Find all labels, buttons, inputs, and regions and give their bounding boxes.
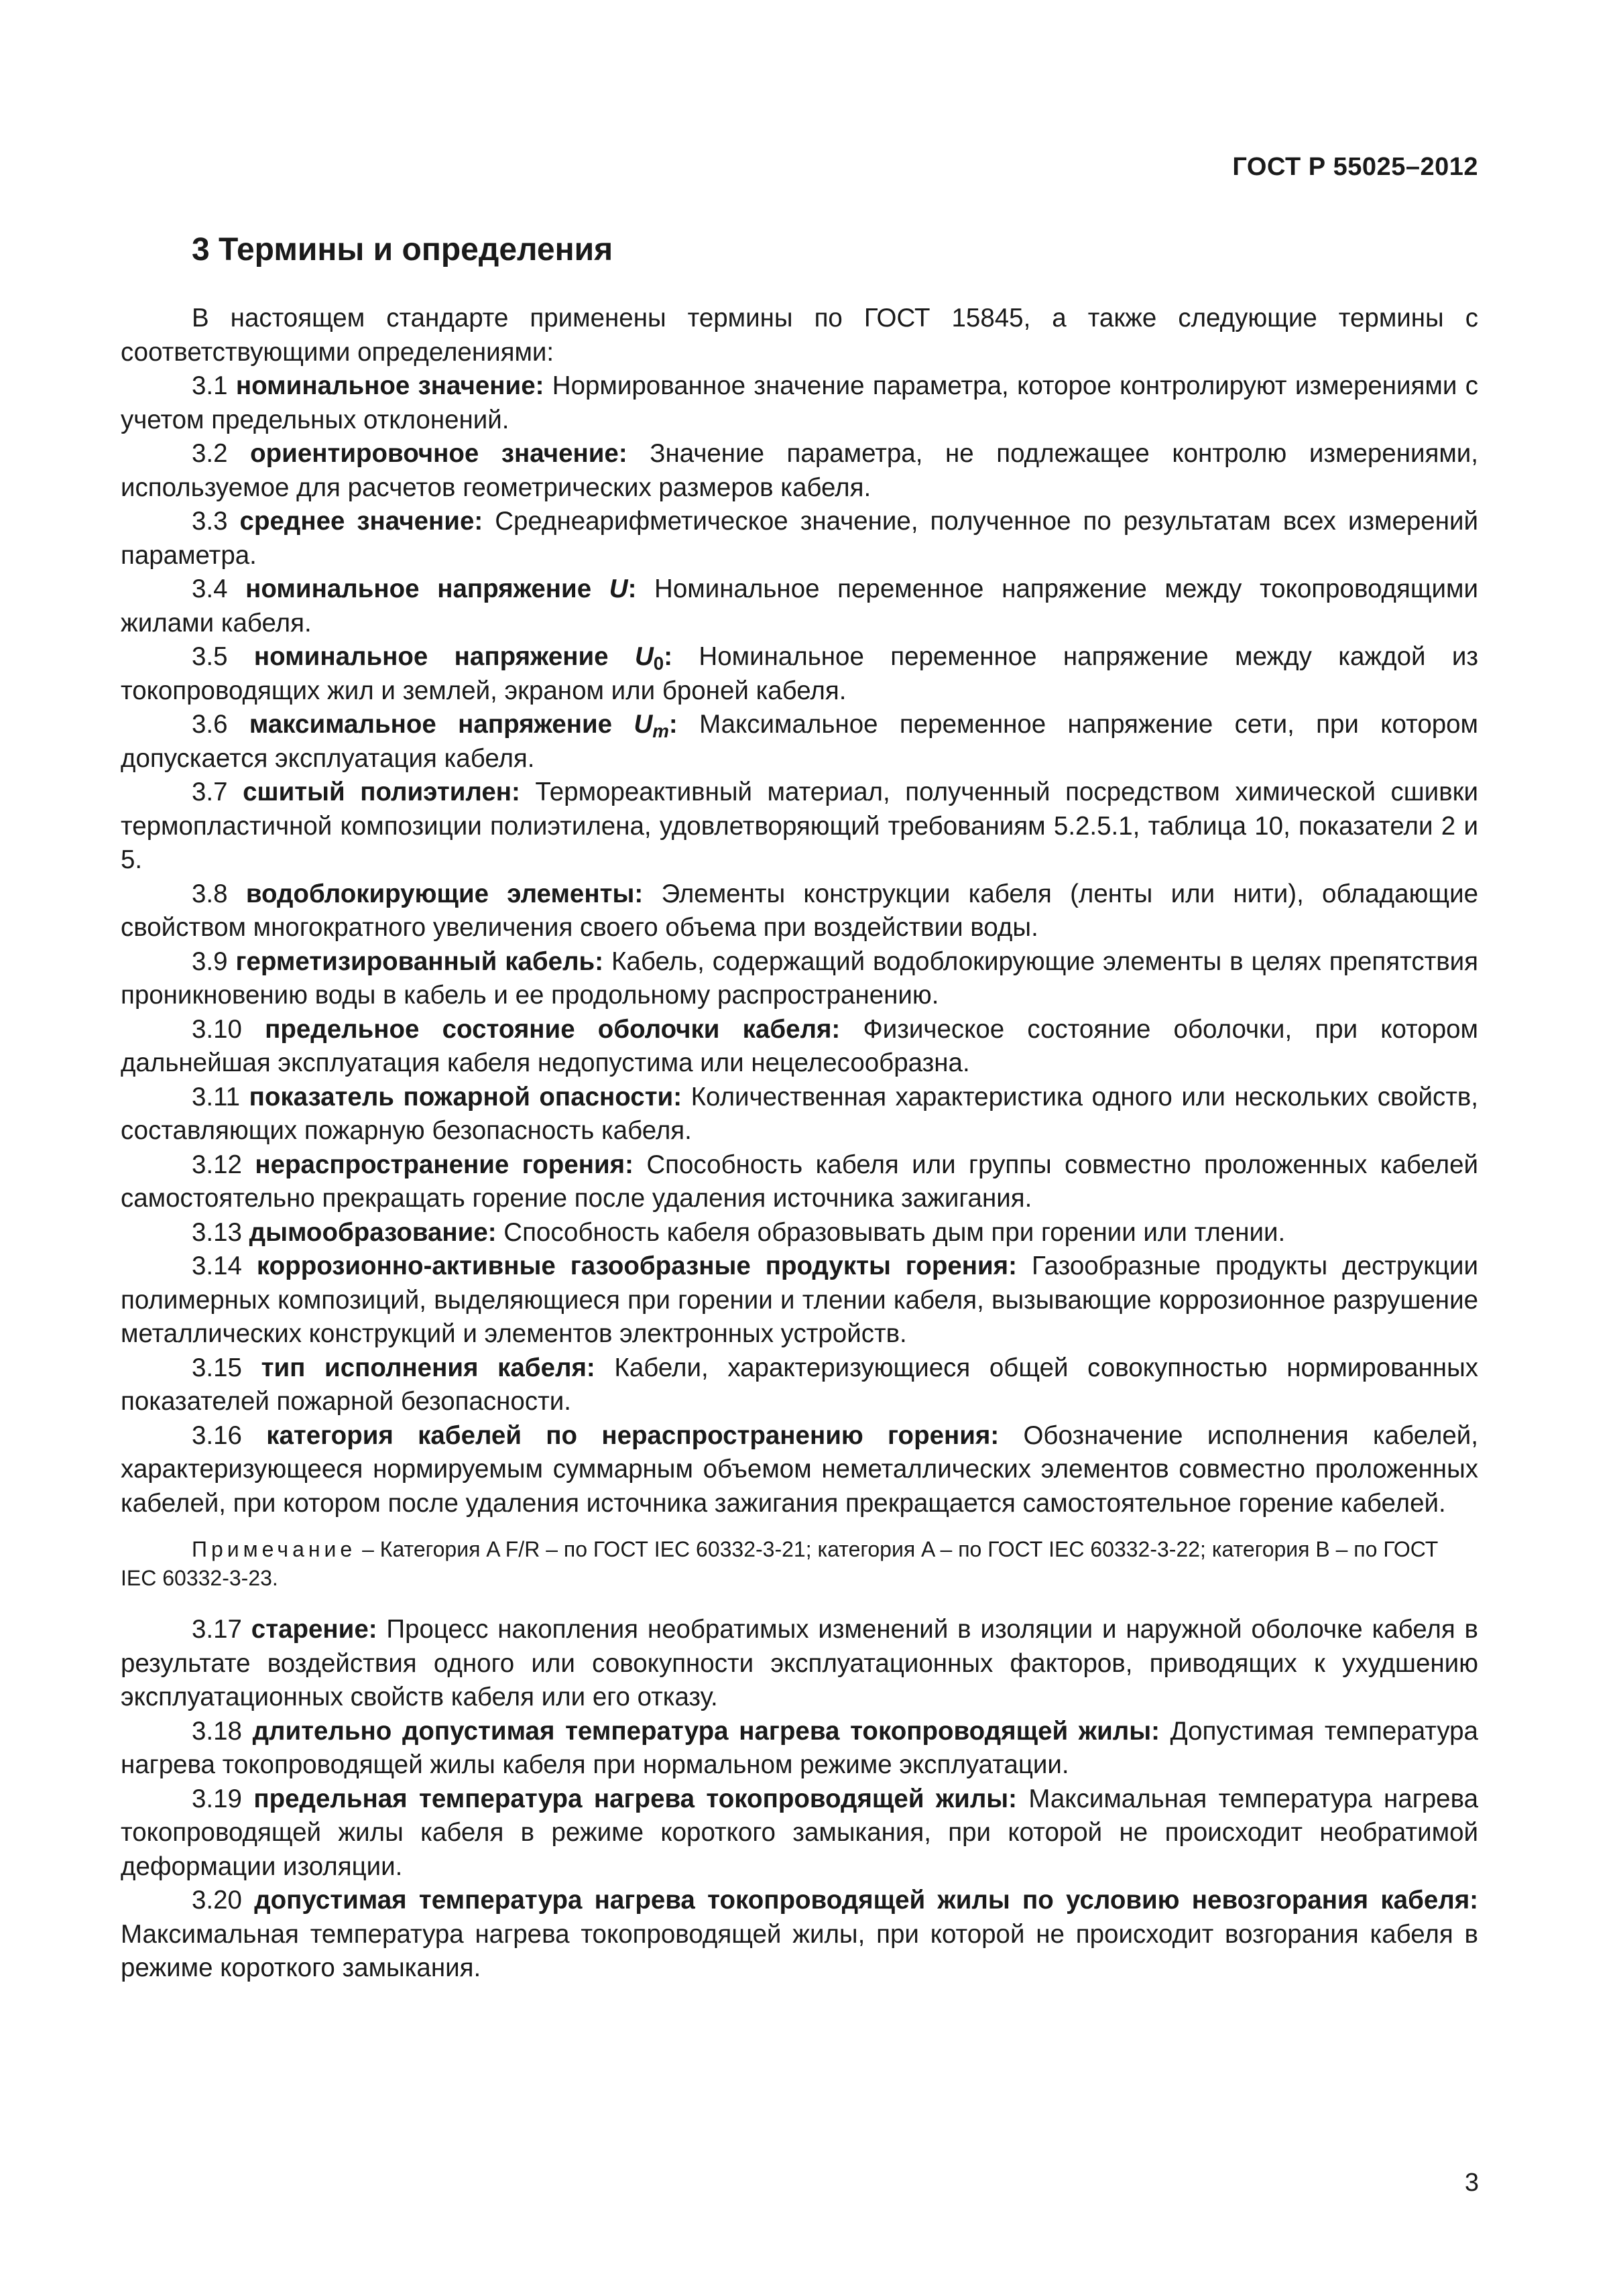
definition-item — [121, 1013, 1478, 1081]
definition-term-text: тип исполнения кабеля: — [261, 1353, 595, 1382]
voltage-subscript: 0 — [653, 652, 664, 674]
definition-term — [253, 1785, 1017, 1813]
definition-number: 3.9 — [192, 947, 228, 976]
definition-text: Максимальное переменное напряжение сети, при котором допускается эксплуатация кабеля. — [121, 710, 1479, 773]
definition-number: 3.10 — [192, 1014, 242, 1044]
definition-text: Номинальное переменное напряжение между токопроводящими жилами кабеля. — [121, 575, 1478, 638]
definition-text: Значение параметра, не подлежащее контролю измерениями, используемое для расчетов геометрических размеров кабеля. — [121, 439, 1479, 502]
definition-term-text: нераспространение горения: — [255, 1150, 634, 1179]
definition-number: 3.18 — [192, 1716, 242, 1746]
definition-text: Газообразные продукты деструкции полимерных композиций, выделяющиеся при горении и тлении кабеля, вызывающие коррозионное разрушение металлических конструкций и элементов электронных устройств. — [121, 1252, 1479, 1348]
definition-text: Кабели, характеризующиеся общей совокупностью нормированных показателей пожарной безопасности. — [121, 1353, 1478, 1416]
definition-number: 3.8 — [192, 879, 228, 908]
definitions-list — [121, 369, 1478, 1520]
definition-term — [243, 778, 520, 806]
definition-number: 3.3 — [192, 507, 228, 536]
definition-number: 3.13 — [192, 1217, 242, 1247]
definition-text: Термореактивный материал, полученный посредством химической сшивки термопластичной композиции полиэтилена, удовлетворяющий требованиям 5.2.5.1, таблица 10, показатели 2 и 5. — [121, 778, 1478, 874]
definition-text: Физическое состояние оболочки, при котором дальнейшая эксплуатация кабеля недопустима или нецелесообразна. — [121, 1014, 1479, 1077]
definition-term-text: номинальное напряжение — [245, 575, 592, 603]
definition-number: 3.6 — [192, 710, 228, 739]
definition-term — [254, 1886, 1478, 1915]
definition-term — [253, 642, 673, 674]
definition-term-text: максимальное напряжение — [249, 710, 613, 739]
definition-term-text: коррозионно-активные газообразные продукты горения: — [256, 1252, 1017, 1280]
definition-term-text: допустимая температура нагрева токопроводящей жилы по условию невозгорания кабеля: — [254, 1886, 1479, 1915]
definition-number: 3.20 — [192, 1886, 242, 1915]
definition-term-text: сшитый полиэтилен: — [243, 778, 520, 806]
definition-term-text: водоблокирующие элементы: — [245, 879, 644, 908]
intro-paragraph: В настоящем стандарте применены термины по ГОСТ 15845, а также следующие термины с соответствующими определениями: — [121, 304, 1478, 367]
definition-term — [265, 1015, 840, 1044]
definition-term-text: старение: — [251, 1615, 377, 1644]
definition-number: 3.15 — [192, 1353, 242, 1382]
definition-item — [121, 776, 1478, 878]
definition-text: Допустимая температура нагрева токопроводящей жилы кабеля при нормальном режиме эксплуатации. — [121, 1716, 1478, 1779]
definition-number: 3.17 — [192, 1615, 242, 1644]
definition-term — [249, 1218, 497, 1247]
definition-term — [266, 1421, 999, 1450]
section-title: 3 Термины и определения — [192, 232, 613, 267]
definition-item — [121, 437, 1478, 505]
definition-term-text: показатель пожарной опасности: — [249, 1082, 682, 1111]
definition-term — [261, 1353, 595, 1382]
definition-term — [250, 439, 627, 468]
note-text: – Категория A F/R – по ГОСТ IEC 60332-3-21; категория A – по ГОСТ IEC 60332-3-22; категория B – по ГОСТ IEC 60332-3-23. — [121, 1537, 1439, 1590]
definitions-list-continued — [121, 1613, 1478, 1986]
voltage-symbol: U — [634, 642, 654, 671]
definition-number: 3.16 — [192, 1421, 242, 1450]
definition-term-text: ориентировочное значение: — [250, 439, 627, 468]
definition-text: Среднеарифметическое значение, полученное по результатам всех измерений параметра. — [121, 507, 1478, 570]
definition-term — [253, 1717, 1160, 1746]
definition-item — [121, 1250, 1478, 1351]
definition-item — [121, 1884, 1478, 1986]
definition-term — [236, 371, 544, 400]
page-number: 3 — [1464, 2169, 1479, 2197]
definition-item — [121, 945, 1478, 1013]
definition-term — [249, 1083, 682, 1111]
definition-term-text: герметизированный кабель: — [235, 947, 604, 976]
definition-text: Нормированное значение параметра, которое контролируют измерениями с учетом предельных отклонений. — [121, 371, 1478, 434]
definition-item — [121, 505, 1478, 572]
definition-text: Кабель, содержащий водоблокирующие элементы в целях препятствия проникновению воды в кабель и ее продольному распространению. — [121, 947, 1479, 1010]
definition-term-text: категория кабелей по нераспространению горения: — [266, 1421, 1000, 1450]
document-code: ГОСТ Р 55025–2012 — [1232, 153, 1478, 181]
note-label: Примечание — [192, 1537, 357, 1561]
definition-number: 3.5 — [192, 642, 228, 671]
definition-term — [246, 880, 643, 908]
note-paragraph — [121, 1535, 1478, 1593]
definition-term — [240, 507, 483, 536]
definition-term-text: предельная температура нагрева токопроводящей жилы: — [253, 1784, 1017, 1813]
definition-number: 3.2 — [192, 439, 228, 468]
definition-number: 3.4 — [192, 575, 228, 603]
definition-term-text: длительно допустимая температура нагрева токопроводящей жилы: — [252, 1716, 1160, 1746]
definition-term-text: предельное состояние оболочки кабеля: — [265, 1014, 841, 1044]
definition-item — [121, 1715, 1478, 1783]
definition-item — [121, 572, 1478, 640]
definition-term-text: дымообразование: — [249, 1217, 497, 1247]
definition-term-text: номинальное напряжение — [253, 642, 609, 671]
definition-item — [121, 1081, 1478, 1148]
definition-term-text: среднее значение: — [239, 507, 483, 536]
definition-number: 3.12 — [192, 1150, 242, 1179]
definition-item — [121, 1351, 1478, 1419]
definition-text: Обозначение исполнения кабелей, характеризующееся нормируемым суммарным объемом неметаллических элементов совместно проложенных кабелей, при котором после удаления источника зажигания прекращается самостоятельное горение кабелей. — [121, 1421, 1478, 1518]
definition-item — [121, 708, 1478, 776]
definition-text: Максимальная температура нагрева токопроводящей жилы, при которой не происходит возгорания кабеля в режиме короткого замыкания. — [121, 1919, 1478, 1982]
document-body — [121, 302, 1478, 1986]
definition-item — [121, 878, 1478, 945]
definition-text: Элементы конструкции кабеля (ленты или нити), обладающие свойством многократного увеличения своего объема при воздействии воды. — [121, 879, 1479, 942]
voltage-symbol: U — [634, 710, 653, 739]
definition-text: Способность кабеля или группы совместно проложенных кабелей самостоятельно прекращать горение после удаления источника зажигания. — [121, 1150, 1479, 1213]
definition-text: Способность кабеля образовывать дым при горении или тлении. — [503, 1217, 1286, 1247]
term-colon: : — [627, 575, 637, 603]
definition-term — [257, 1252, 1017, 1280]
term-colon: : — [664, 642, 673, 671]
term-colon: : — [668, 710, 678, 739]
definition-item — [121, 1216, 1478, 1250]
definition-term — [245, 575, 636, 603]
definition-text: Максимальная температура нагрева токопроводящей жилы кабеля в режиме короткого замыкания, при которой не происходит необратимой деформации изоляции. — [121, 1784, 1479, 1881]
definition-number: 3.11 — [192, 1082, 241, 1111]
voltage-subscript: m — [652, 720, 669, 741]
definition-number: 3.19 — [192, 1784, 242, 1813]
definition-term — [235, 947, 603, 976]
definition-number: 3.1 — [192, 371, 228, 400]
definition-item — [121, 369, 1478, 437]
definition-term — [251, 1615, 377, 1644]
definition-item — [121, 1148, 1478, 1216]
definition-text: Количественная характеристика одного или нескольких свойств, составляющих пожарную безопасность кабеля. — [121, 1082, 1478, 1145]
definition-term — [249, 710, 678, 739]
definition-text: Номинальное переменное напряжение между каждой из токопроводящих жил и землей, экраном или броней кабеля. — [121, 642, 1479, 705]
definition-item — [121, 1783, 1478, 1884]
definition-number: 3.14 — [192, 1252, 242, 1280]
voltage-symbol: U — [609, 575, 628, 603]
definition-item — [121, 1613, 1478, 1715]
definition-term — [255, 1150, 634, 1179]
definition-number: 3.7 — [192, 778, 228, 806]
definition-text: Процесс накопления необратимых изменений в изоляции и наружной оболочке кабеля в результате воздействия одного или совокупности эксплуатационных факторов, приводящих к ухудшению эксплуатационных свойств кабеля или его отказу. — [121, 1615, 1479, 1711]
definition-item — [121, 1419, 1478, 1521]
definition-term-text: номинальное значение: — [235, 371, 544, 400]
definition-item — [121, 640, 1478, 708]
